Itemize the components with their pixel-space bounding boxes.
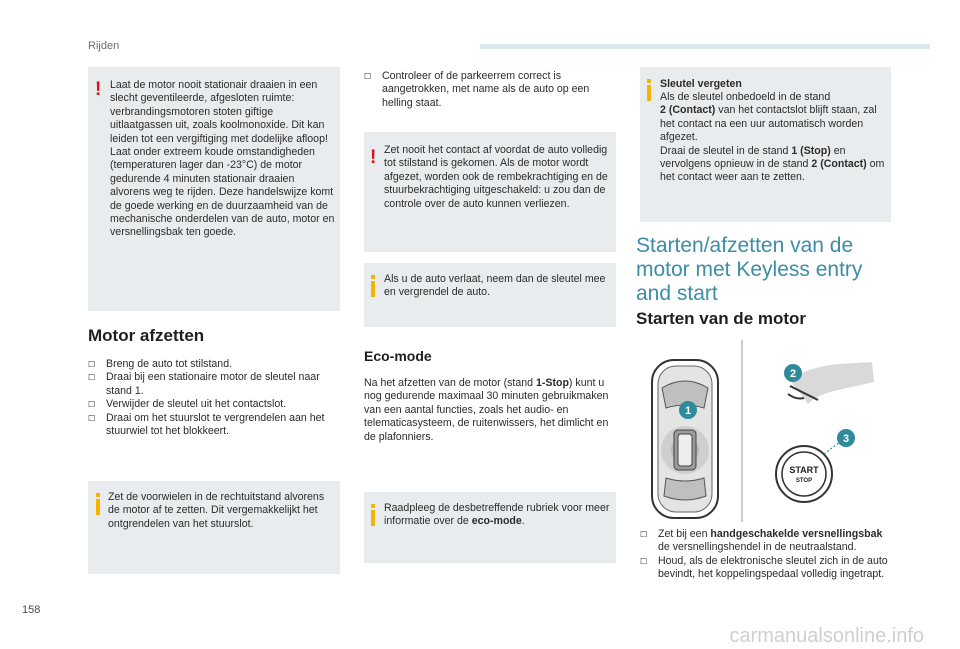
bullet-parking	[364, 70, 616, 110]
checkbox-icon: ☐	[88, 400, 96, 410]
list-item: ☐ Zet bij een handgeschakelde versnellingsbak de versnellingshendel in de neutraalstand.	[640, 528, 883, 554]
forgotten-text: Als de sleutel onbedoeld in de stand 2 (Contact) van het contactslot blijft staan, zal het contact na een uur automatisch worden afgezet. Draai de sleutel in de stand 1 (Stop) en vervolgens opnieuw in de stand 2 (Contact) om het contact weer aan te zetten.	[660, 91, 885, 184]
svg-text:2: 2	[789, 368, 797, 380]
heading-keyless: Starten/afzetten van de motor met Keyless entry and start	[636, 234, 863, 305]
warning-icon: !	[370, 147, 377, 168]
info-box-eco	[364, 492, 616, 563]
warning-box-idle	[88, 67, 340, 311]
list-item: ☐ Draai bij een stationaire motor de sleutel naar stand 1.	[88, 371, 320, 397]
checkbox-icon: ☐	[640, 556, 648, 566]
callout-1	[679, 401, 697, 419]
info-text-eco: Raadpleeg de desbetreffende rubriek voor meer informatie over de eco-mode.	[384, 502, 610, 528]
list-item: ☐ Controleer of de parkeerrem correct is aangetrokken, met name als de auto op een helling staat.	[364, 70, 590, 109]
watermark: carmanualsonline.info	[729, 625, 924, 647]
list-item: ☐ Breng de auto tot stilstand.	[88, 358, 233, 370]
checkbox-icon: ☐	[640, 530, 648, 539]
svg-text:3: 3	[842, 433, 850, 445]
car-top-view-icon	[652, 360, 718, 518]
info-icon	[96, 493, 100, 515]
keyless-start-figure	[640, 338, 892, 524]
info-box-forgotten	[640, 67, 891, 222]
list-item: ☐ Verwijder de sleutel uit het contactslot.	[88, 398, 287, 411]
stop-label: STOP	[795, 478, 813, 484]
info-icon	[647, 79, 651, 101]
list-item: ☐ Houd, als de elektronische sleutel zich in de auto bevindt, het koppelingspedaal volledig ingetrapt.	[640, 554, 888, 581]
checkbox-icon: ☐	[88, 413, 96, 423]
info-text-lock: Als u de auto verlaat, neem dan de sleutel mee en vergrendel de auto.	[384, 273, 606, 299]
info-box-lock	[364, 263, 616, 327]
heading-motor-afzetten: Motor afzetten	[88, 326, 205, 345]
steps-motor-afzetten	[88, 358, 340, 438]
warning-text-idle: Laat de motor nooit stationair draaien in een slecht geventileerde, afgesloten ruimte: verbrandingsmotoren stoten giftige uitlaatgassen uit, zoals koolmonoxide. Dit kan leiden tot een vergiftiging met dodelijke afloop! Laat onder extreem koude omstandigheden (temperaturen lager dan -23°C) de motor gedurende 4 minuten stationair draaien alvorens weg te rijden. Deze handelswijze komt de goede werking en de duurzaamheid van de mechanische onderdelen van de auto, motor en versnellingsbak ten goede.	[110, 79, 335, 239]
steps-starten	[640, 528, 892, 582]
svg-text:1: 1	[684, 405, 692, 417]
info-icon	[371, 275, 375, 297]
info-icon	[371, 504, 375, 526]
page-number: 158	[22, 604, 41, 616]
section-label: Rijden	[88, 40, 120, 52]
eco-text: Na het afzetten van de motor (stand 1-Stop) kunt u nog gedurende maximaal 30 minuten gebruikmaken van een aantal functies, zoals het audio- en telematicasysteem, de ruitenwissers, het dimlicht en de plafonniers.	[364, 377, 609, 443]
warning-text-contact: Zet nooit het contact af voordat de auto volledig tot stilstand is gekomen. Als de motor wordt afgezet, worden ook de rembekrachtiging en de stuurbekrachtiging uitgeschakeld: u zou dan de controle over de auto kunnen verliezen.	[384, 144, 608, 210]
header-bar	[480, 44, 930, 49]
warning-box-contact	[364, 132, 616, 252]
heading-starten: Starten van de motor	[636, 309, 807, 328]
forgotten-title: Sleutel vergeten	[660, 78, 742, 90]
warning-icon: !	[95, 79, 102, 100]
info-text-wheels: Zet de voorwielen in de rechtuitstand alvorens de motor af te zetten. Dit vergemakkelijkt het ontgrendelen van het stuurslot.	[108, 491, 325, 530]
checkbox-icon: ☐	[88, 373, 96, 383]
callout-3	[837, 429, 855, 447]
checkbox-icon: ☐	[88, 360, 96, 369]
foot-pedal-icon	[788, 362, 874, 404]
callout-2	[784, 364, 802, 382]
heading-eco-mode: Eco-mode	[364, 348, 432, 364]
start-label: START	[789, 465, 819, 475]
start-stop-button-icon	[776, 442, 840, 502]
checkbox-icon: ☐	[364, 72, 372, 81]
info-box-wheels	[88, 481, 340, 574]
list-item: ☐ Draai om het stuurslot te vergrendelen aan het stuurwiel tot het blokkeert.	[88, 411, 325, 438]
